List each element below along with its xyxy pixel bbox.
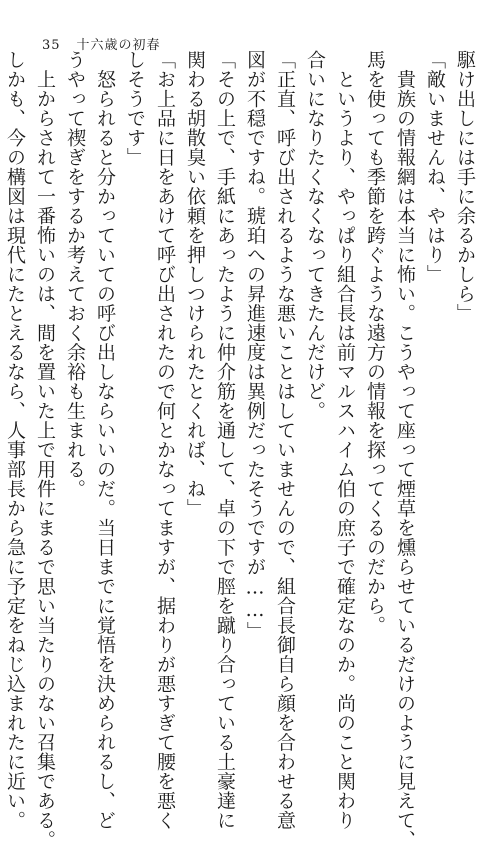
text-column: 関わる胡散臭い依頼を押しつけられたとくれば、ね」 [184, 50, 206, 518]
text-column: 駆け出しには手に余るかしら」 [454, 50, 476, 323]
text-column: というより、やっぱり組合長は前マルスハイム伯の庶子で確定なのか。尚のこと関わり [334, 50, 356, 830]
text-column: 上からされて一番怖いのは、間を置いた上で用件にまるで思い当たりのない召集である。 [34, 50, 56, 850]
text-column: 「敵いませんね、やはり」 [424, 50, 446, 284]
text-column: 「正直、呼び出されるような悪いことはしていませんので、組合長御自ら顔を合わせる意 [274, 50, 296, 830]
text-column: 図が不穏ですね。琥珀への昇進速度は異例だったそうですが……」 [244, 50, 266, 641]
text-column: 合いになりたくなくなってきたんだけど。 [304, 50, 326, 421]
vertical-text-body [0, 50, 478, 850]
text-column: 「お上品に日をあけて呼び出されたので何とかなってますが、据わりが悪すぎて腰を悪く [154, 50, 176, 830]
text-column: しそうです」 [124, 50, 146, 167]
text-column: 貴族の情報網は本当に怖い。こうやって座って煙草を燻らせているだけのように見えて、 [394, 50, 416, 850]
text-column: しかも、今の構図は現代にたとえるなら、人事部長から急に予定をねじ込まれたに近い。 [4, 50, 26, 830]
text-column: 「その上で、手紙にあったように仲介筋を通して、卓の下で脛を蹴り合っている土豪達に [214, 50, 236, 830]
chapter-title: 十六歳の初春 [76, 38, 161, 53]
text-column: うやって禊ぎをするか考えておく余裕も生まれる。 [64, 50, 86, 499]
page-number: 35 [42, 38, 61, 53]
text-column: 馬を使っても季節を跨ぐような遠方の情報を探ってくるのだから。 [364, 50, 386, 635]
text-column: 怒られると分かっていての呼び出しならいいのだ。当日までに覚悟を決められるし、ど [94, 50, 116, 830]
